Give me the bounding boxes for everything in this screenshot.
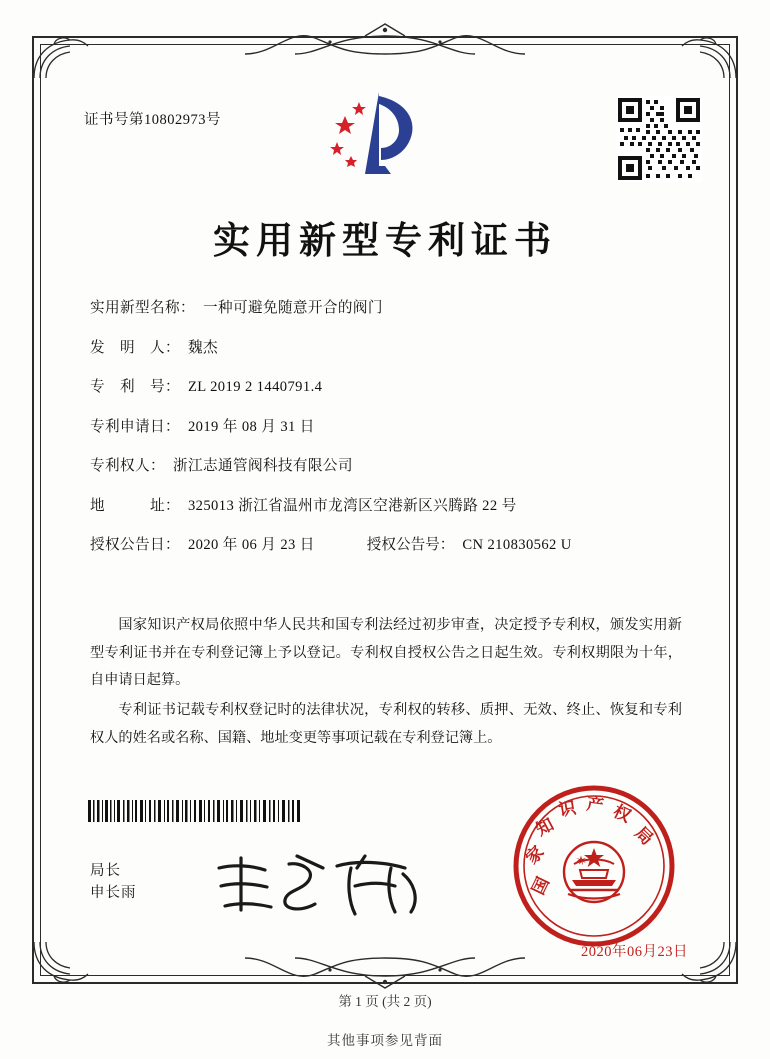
- seal-date: 2020年06月23日: [581, 944, 688, 960]
- paragraph: 国家知识产权局依照中华人民共和国专利法经过初步审查，决定授予专利权，颁发实用新型专利证书并在专利登记簿上予以登记。专利权自授权公告之日起生效。专利权期限为十年，自申请日起算。: [90, 617, 682, 689]
- field-row: [90, 458, 690, 476]
- director-name-label: 申长雨: [90, 885, 137, 902]
- director-role-label: 局长: [90, 863, 121, 879]
- field-label: 专 利 号：: [90, 379, 180, 395]
- field-label: 专利权人：: [90, 458, 165, 474]
- field-value: 浙江志通管阀科技有限公司: [172, 458, 353, 474]
- field-row: [90, 419, 690, 437]
- field-row: [90, 300, 690, 318]
- official-red-seal-icon: [506, 778, 682, 954]
- field-label: 实用新型名称：: [90, 300, 195, 316]
- svg-text:国: 国: [528, 874, 554, 899]
- certificate-content: [60, 60, 710, 960]
- field-value: ZL 2019 2 1440791.4: [187, 379, 323, 395]
- svg-text:家: 家: [522, 842, 549, 869]
- legal-text: [90, 612, 682, 754]
- qr-code-icon: [616, 96, 702, 182]
- field-row: [90, 379, 690, 397]
- handwritten-signature-icon: [205, 850, 435, 920]
- top-ornament: [235, 20, 535, 60]
- field-value: 魏杰: [187, 339, 218, 356]
- field-label: 地 址：: [90, 497, 180, 514]
- svg-text:产: 产: [585, 794, 605, 817]
- field-value: 2019 年 08 月 31 日: [187, 418, 315, 435]
- signature-block: [90, 860, 137, 905]
- announcement-date-value: 2020 年 06 月 23 日: [187, 537, 315, 553]
- svg-text:权: 权: [609, 801, 634, 827]
- page-number: 第 1 页 (共 2 页): [338, 994, 432, 1009]
- field-row: [90, 340, 690, 358]
- cnipa-logo-icon: [315, 88, 445, 180]
- paragraph: 专利证书记载专利权登记时的法律状况，专利权的转移、质押、无效、终止、恢复和专利权人的姓名或名称、国籍、地址变更等事项记载在专利登记簿上。: [90, 702, 682, 746]
- field-value: 325013 浙江省温州市龙湾区空港新区兴腾路 22 号: [187, 497, 517, 514]
- announcement-no-label: 授权公告号：: [366, 537, 455, 553]
- svg-text:局: 局: [630, 823, 657, 850]
- field-row-announcement: [90, 537, 690, 555]
- announcement-date-label: 授权公告日：: [90, 537, 180, 553]
- announcement-no-value: CN 210830562 U: [462, 537, 572, 553]
- field-list: [90, 300, 690, 577]
- field-row: [90, 498, 690, 516]
- field-value: 一种可避免随意开合的阀门: [202, 300, 383, 316]
- certificate-number: 证书号第10802973号: [84, 112, 221, 128]
- svg-text:知: 知: [532, 814, 558, 841]
- page-title: 实用新型专利证书: [213, 218, 557, 262]
- svg-text:识: 识: [557, 798, 578, 821]
- barcode-icon: [88, 800, 302, 822]
- field-label: 专利申请日：: [90, 418, 180, 435]
- footer-note: 其他事项参见背面: [327, 1033, 443, 1048]
- field-label: 发 明 人：: [90, 339, 180, 356]
